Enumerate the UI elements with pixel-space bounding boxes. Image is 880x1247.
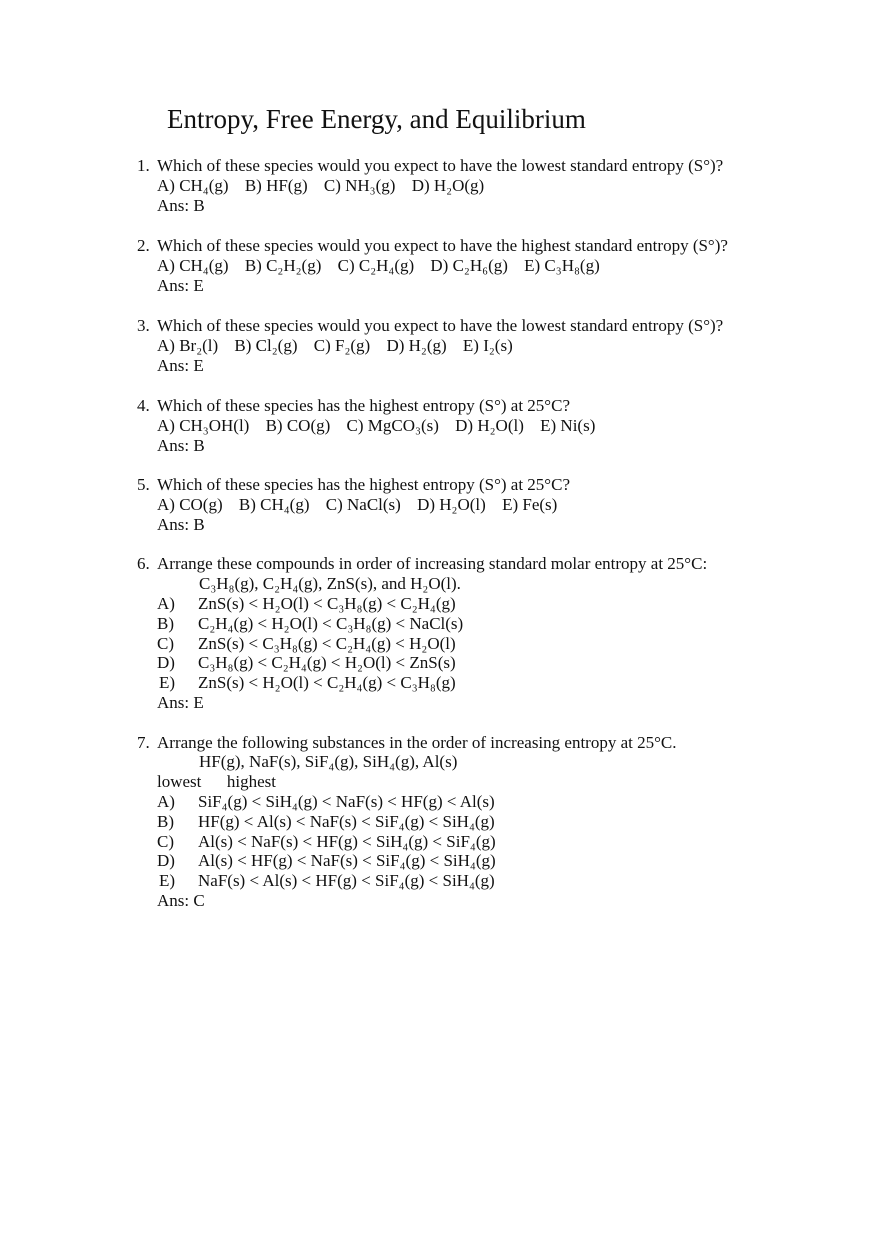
choice-text: NaF(s) < Al(s) < HF(g) < SiF₄(g) < SiH₄(g) (198, 871, 495, 890)
option: E) Fe(s) (502, 495, 558, 514)
answer: Ans: B (157, 436, 205, 455)
answer: Ans: B (157, 515, 205, 534)
question-text: Which of these species has the highest entropy (S°) at 25°C? (157, 396, 570, 415)
choice-letter: A) (157, 594, 175, 613)
option: E) I₂(s) (462, 336, 513, 355)
option: B) Cl₂(g) (234, 336, 298, 355)
answer: Ans: E (157, 693, 204, 712)
question-text: Which of these species has the highest entropy (S°) at 25°C? (157, 475, 570, 494)
question-text: Arrange these compounds in order of increasing standard molar entropy at 25°C: (157, 554, 708, 573)
answer: Ans: E (157, 356, 204, 375)
choice-letter: A) (157, 792, 175, 811)
compound-list: HF(g), NaF(s), SiF₄(g), SiH₄(g), Al(s) (199, 752, 458, 771)
choice-letter: C) (157, 832, 174, 851)
question-number: 1. (137, 156, 150, 175)
question-number: 5. (137, 475, 150, 494)
option: B) C₂H₂(g) (244, 256, 322, 275)
choice-text: C₃H₈(g) < C₂H₄(g) < H₂O(l) < ZnS(s) (198, 653, 456, 672)
choice-text: C₂H₄(g) < H₂O(l) < C₃H₈(g) < NaCl(s) (198, 614, 464, 633)
choice-text: HF(g) < Al(s) < NaF(s) < SiF₄(g) < SiH₄(g) (198, 812, 495, 831)
scale-label: lowest highest (157, 772, 276, 791)
choice-letter: B) (157, 812, 174, 831)
question-number: 2. (137, 236, 150, 255)
choice-letter: E) (159, 871, 176, 890)
question-text: Arrange the following substances in the order of increasing entropy at 25°C. (157, 733, 677, 752)
options-row (157, 336, 525, 356)
question-text: Which of these species would you expect to have the lowest standard entropy (S°)? (157, 316, 724, 335)
answer: Ans: C (157, 891, 205, 910)
answer: Ans: E (157, 276, 204, 295)
option: A) CH₄(g) (157, 256, 229, 275)
question-text: Which of these species would you expect to have the highest standard entropy (S°)? (157, 236, 728, 255)
option: C) NH₃(g) (323, 176, 396, 195)
options-row (157, 176, 496, 196)
option: C) NaCl(s) (325, 495, 401, 514)
choice-text: ZnS(s) < H₂O(l) < C₃H₈(g) < C₂H₄(g) (198, 594, 456, 613)
option: D) H₂(g) (386, 336, 447, 355)
option: E) Ni(s) (540, 416, 596, 435)
options-row (157, 256, 612, 276)
compound-list: C₃H₈(g), C₂H₄(g), ZnS(s), and H₂O(l). (199, 574, 461, 593)
options-row (157, 416, 607, 436)
choice-letter: D) (157, 653, 175, 672)
question-number: 7. (137, 733, 150, 752)
option: A) Br₂(l) (157, 336, 219, 355)
choice-letter: C) (157, 634, 174, 653)
question-number: 4. (137, 396, 150, 415)
choice-letter: B) (157, 614, 174, 633)
option: B) CO(g) (265, 416, 331, 435)
choice-text: Al(s) < NaF(s) < HF(g) < SiH₄(g) < SiF₄(g) (198, 832, 496, 851)
question-text: Which of these species would you expect to have the lowest standard entropy (S°)? (157, 156, 724, 175)
question-number: 6. (137, 554, 150, 573)
option: A) CH₃OH(l) (157, 416, 250, 435)
option: C) F₂(g) (313, 336, 371, 355)
option: D) H₂O(g) (411, 176, 485, 195)
choice-text: ZnS(s) < C₃H₈(g) < C₂H₄(g) < H₂O(l) (198, 634, 456, 653)
option: E) C₃H₈(g) (524, 256, 600, 275)
option: A) CH₄(g) (157, 176, 229, 195)
option: A) CO(g) (157, 495, 223, 514)
option: B) CH₄(g) (238, 495, 310, 514)
choice-letter: D) (157, 851, 175, 870)
question-number: 3. (137, 316, 150, 335)
choice-text: Al(s) < HF(g) < NaF(s) < SiF₄(g) < SiH₄(g) (198, 851, 496, 870)
option: C) C₂H₄(g) (337, 256, 415, 275)
option: C) MgCO₃(s) (346, 416, 439, 435)
choice-text: ZnS(s) < H₂O(l) < C₂H₄(g) < C₃H₈(g) (198, 673, 456, 692)
page-title: Entropy, Free Energy, and Equilibrium (167, 104, 586, 134)
option: D) H₂O(l) (455, 416, 524, 435)
option: D) C₂H₆(g) (430, 256, 508, 275)
options-row (157, 495, 569, 515)
choice-letter: E) (159, 673, 176, 692)
option: B) HF(g) (244, 176, 308, 195)
option: D) H₂O(l) (417, 495, 486, 514)
choice-text: SiF₄(g) < SiH₄(g) < NaF(s) < HF(g) < Al(s) (198, 792, 495, 811)
answer: Ans: B (157, 196, 205, 215)
